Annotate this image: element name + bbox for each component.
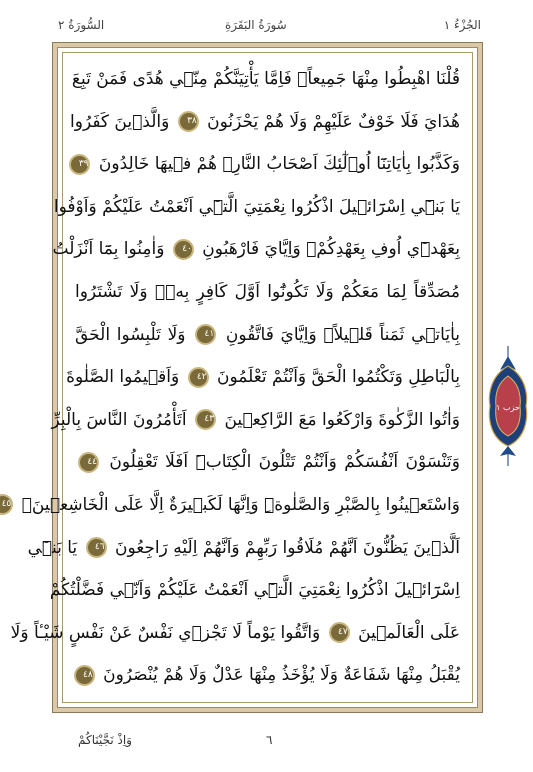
ayah-number-marker: ٤٠ [173, 239, 194, 260]
text-line [49, 569, 460, 612]
ayah-number-marker: ٤٨ [74, 665, 95, 686]
text-line [53, 186, 460, 229]
text-line [10, 612, 460, 655]
hizb-label: حزب ١ [496, 403, 520, 412]
verse-text: بِعَهْد۪ٓي اُوفِ بِعَهْدِكُمْۚ وَاِيَّايَ فَارْهَبُونِ [202, 239, 460, 260]
verse-text: وَاٰمِنُوا بِمَٓا اَنْزَلْتُ [52, 239, 165, 260]
verse-text: وَكَذَّبُوا بِاٰيَاتِنَٓا اُو۬لٰٓئِكَ اَصْحَابُ النَّارِۚ هُمْ ف۪يهَا خَالِدُونَ [98, 154, 460, 175]
verse-text: وَالَّذ۪ينَ كَفَرُوا [70, 111, 170, 132]
text-line [75, 654, 460, 697]
ayah-number-marker: ٤٦ [86, 537, 107, 558]
text-line [52, 228, 460, 271]
ayah-number-marker: ٤٢ [188, 367, 209, 388]
verse-text: اَتَأْمُرُونَ النَّاسَ بِالْبِرِّ [51, 409, 187, 430]
surah-number: السُّورَةُ ٢ [58, 18, 105, 32]
ayah-number-marker: ٣٩ [69, 154, 90, 175]
ayah-number-marker: ٤١ [195, 324, 216, 345]
verse-text: هُدَايَ فَلَا خَوْفٌ عَلَيْهِمْ وَلَا هُمْ يَحْزَنُونَ [207, 111, 460, 132]
verse-text: وَاٰتُوا الزَّكٰوةَ وَارْكَعُوا مَعَ الرَّاكِع۪ينَ [224, 409, 460, 430]
text-line [75, 143, 460, 186]
ayah-number-marker: ٣٨ [178, 111, 199, 132]
ayah-number-marker: ٤٥ [0, 494, 13, 515]
verse-text: وَاسْتَع۪ينُوا بِالصَّبْرِ وَالصَّلٰوةِۜ وَاِنَّهَا لَكَب۪يرَةٌ اِلَّا عَلَى الْخَاشِع۪ينَۙ [21, 494, 460, 515]
ayah-number-marker: ٤٣ [195, 409, 216, 430]
verse-text: وَتَنْسَوْنَ اَنْفُسَكُمْ وَاَنْتُمْ تَتْلُونَ الْكِتَابَۜ اَفَلَا تَعْقِلُونَ [109, 452, 461, 473]
ayah-number-marker: ٤٧ [329, 622, 350, 643]
verse-text: بِاٰيَات۪ي ثَمَناً قَل۪يلاًۘ وَاِيَّايَ فَاتَّقُونِ [225, 324, 460, 345]
text-line [75, 441, 460, 484]
verse-text: وَلَا تَلْبِسُوا الْحَقَّ [75, 324, 186, 345]
text-line [27, 527, 460, 570]
text-line [1, 484, 460, 527]
text-line [66, 356, 460, 399]
verse-text: وَاتَّقُوا يَوْماً لَا تَجْز۪ي نَفْسٌ عَنْ نَفْسٍ شَيْـٔاً وَلَا [10, 622, 321, 643]
verse-text: بِالْبَاطِلِ وَتَكْتُمُوا الْحَقَّ وَاَنْتُمْ تَعْلَمُونَ [216, 367, 460, 388]
page-number: ٦ [266, 733, 273, 747]
hizb-marker-icon [486, 346, 530, 466]
verse-text: اَلَّذ۪ينَ يَظُنُّونَ اَنَّهُمْ مُلَاقُوا رَبِّهِمْ وَاَنَّهُمْ اِلَيْهِ رَاجِعُونَ [114, 537, 460, 558]
text-line [71, 58, 460, 101]
text-line [70, 101, 460, 144]
text-line [75, 271, 460, 314]
verse-text: وَاَق۪يمُوا الصَّلٰوةَ [66, 367, 180, 388]
verse-text: يُقْبَلُ مِنْهَا شَفَاعَةٌ وَلَا يُؤْخَذُ مِنْهَا عَدْلٌ وَلَا هُمْ يُنْصَرُونَ [103, 665, 460, 686]
verse-text: يَا بَن۪ٓي [27, 537, 78, 558]
text-line [51, 399, 460, 442]
ayah-number-marker: ٤٤ [78, 452, 99, 473]
verse-text: عَلَى الْعَالَم۪ينَ [358, 622, 460, 643]
catchword: وَاِذْ نَجَّيْنَاكُمْ [78, 733, 132, 747]
verse-text: اِسْرَٓائ۪يلَ اذْكُرُوا نِعْمَتِيَ الَّت۪ٓي اَنْعَمْتُ عَلَيْكُمْ وَاَنّ۪ي فَضَّلْتُكُمْ [49, 580, 460, 601]
verse-text: قُلْنَا اهْبِطُوا مِنْهَا جَمِيعاًۚ فَاِمَّا يَأْتِيَنَّكُمْ مِنّ۪ي هُدًى فَمَنْ تَبِعَ [71, 69, 460, 89]
verse-text: يَا بَن۪ٓي اِسْرَٓائ۪يلَ اذْكُرُوا نِعْمَتِيَ الَّت۪ٓي اَنْعَمْتُ عَلَيْكُمْ وَاَوْفُوا [53, 196, 460, 217]
verse-text: مُصَدِّقاً لِمَا مَعَكُمْ وَلَا تَكُونُٓوا اَوَّلَ كَافِرٍ بِه۪ۖ وَلَا تَشْتَرُوا [75, 281, 460, 302]
juz-label: الجُزْءُ ١ [443, 18, 481, 32]
text-line [75, 314, 460, 357]
surah-title: سُورَةُ البَقَرَةِ [225, 18, 287, 32]
quran-text-block [1, 58, 461, 698]
